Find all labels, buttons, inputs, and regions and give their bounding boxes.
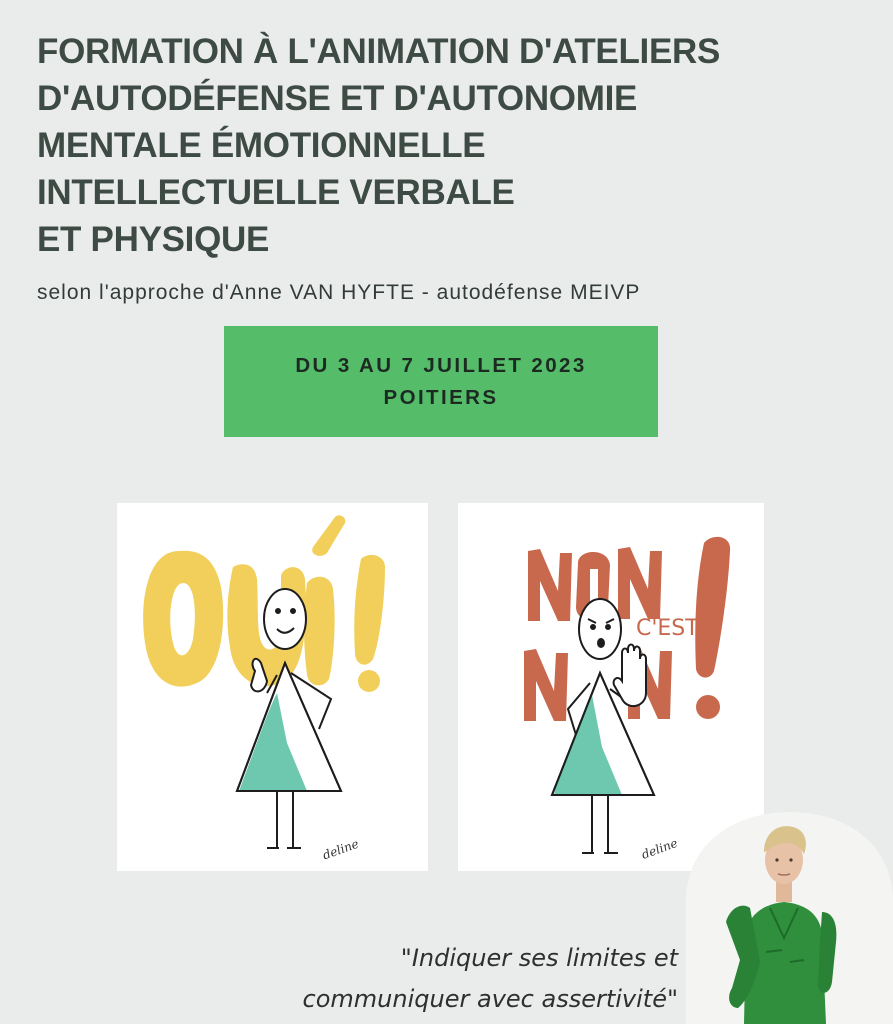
- yes-signature: deline: [320, 836, 361, 863]
- title-line: INTELLECTUELLE VERBALE: [37, 173, 515, 212]
- trainer-portrait: [686, 812, 893, 1024]
- no-cest: C'EST: [636, 616, 699, 641]
- yes-illustration: [117, 503, 428, 871]
- event-date: DU 3 AU 7 JUILLET 2023: [295, 353, 587, 377]
- page-title: [37, 28, 877, 263]
- quote: [238, 938, 678, 1020]
- event-place: POITIERS: [383, 385, 499, 409]
- title-line: D'AUTODÉFENSE ET D'AUTONOMIE: [37, 79, 638, 118]
- no-signature: deline: [639, 835, 680, 862]
- quote-line: communiquer avec assertivité": [302, 985, 678, 1013]
- yes-lettering: [143, 515, 385, 692]
- title-line: ET PHYSIQUE: [37, 220, 270, 259]
- event-date-box: [224, 326, 658, 437]
- title-line: FORMATION À L'ANIMATION D'ATELIERS: [37, 32, 721, 71]
- title-line: MENTALE ÉMOTIONNELLE: [37, 126, 486, 165]
- quote-line: "Indiquer ses limites et: [400, 944, 678, 972]
- subtitle: selon l'approche d'Anne VAN HYFTE - autodéfense MEIVP: [37, 281, 641, 304]
